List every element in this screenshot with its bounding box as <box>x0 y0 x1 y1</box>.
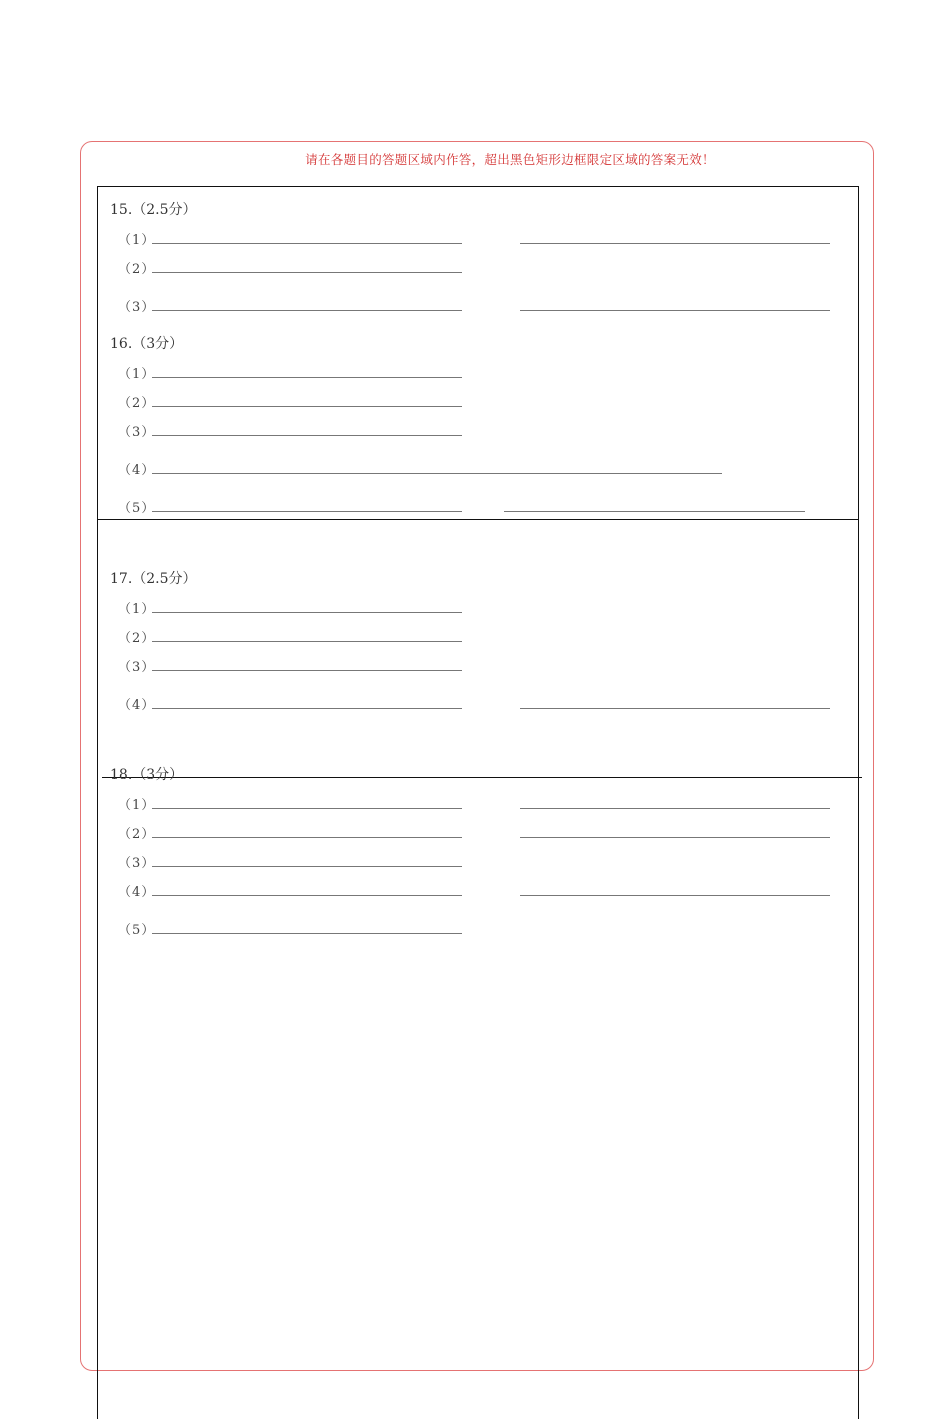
question-17-title: 17.（2.5分） <box>110 571 197 587</box>
question-15-title: 15.（2.5分） <box>110 202 197 218</box>
q16-item-1-label: （1） <box>118 367 156 382</box>
q18-item-2-answer-line[interactable] <box>152 837 462 838</box>
q18-item-4-answer-line-2[interactable] <box>520 895 830 896</box>
q18-item-1-label: （1） <box>118 798 156 813</box>
q18-item-4-label: （4） <box>118 885 156 900</box>
q18-item-1-answer-line-2[interactable] <box>520 808 830 809</box>
question-18-title: 18.（3分） <box>110 767 184 783</box>
q18-item-2-answer-line-2[interactable] <box>520 837 830 838</box>
q15-item-1-label: （1） <box>118 233 156 248</box>
q15-item-3-answer-line[interactable] <box>152 310 462 311</box>
q15-item-1-answer-line-2[interactable] <box>520 243 830 244</box>
q15-item-3-answer-line-2[interactable] <box>520 310 830 311</box>
q16-item-3-label: （3） <box>118 425 156 440</box>
q16-item-4-answer-line[interactable] <box>152 473 722 474</box>
q18-item-1-answer-line[interactable] <box>152 808 462 809</box>
answer-box-15-16 <box>97 186 859 520</box>
q16-item-2-answer-line[interactable] <box>152 406 462 407</box>
q17-item-3-label: （3） <box>118 660 156 675</box>
q16-item-3-answer-line[interactable] <box>152 435 462 436</box>
answer-box-17-18 <box>97 519 859 1419</box>
q15-item-2-label: （2） <box>118 262 156 277</box>
q18-item-5-label: （5） <box>118 923 156 938</box>
q17-item-3-answer-line[interactable] <box>152 670 462 671</box>
q18-item-5-answer-line[interactable] <box>152 933 462 934</box>
q15-item-1-answer-line[interactable] <box>152 243 462 244</box>
q17-item-4-answer-line[interactable] <box>152 708 462 709</box>
q17-item-1-label: （1） <box>118 602 156 617</box>
q16-item-1-answer-line[interactable] <box>152 377 462 378</box>
q17-item-2-label: （2） <box>118 631 156 646</box>
q16-item-2-label: （2） <box>118 396 156 411</box>
q16-item-4-label: （4） <box>118 463 156 478</box>
divider-line <box>102 777 862 778</box>
q18-item-3-answer-line[interactable] <box>152 866 462 867</box>
q18-item-4-answer-line[interactable] <box>152 895 462 896</box>
q17-item-4-label: （4） <box>118 698 156 713</box>
q16-item-5-answer-line[interactable] <box>152 511 462 512</box>
q15-item-2-answer-line[interactable] <box>152 272 462 273</box>
q16-item-5-answer-line-2[interactable] <box>504 511 805 512</box>
q17-item-2-answer-line[interactable] <box>152 641 462 642</box>
q15-item-3-label: （3） <box>118 300 156 315</box>
q18-item-2-label: （2） <box>118 827 156 842</box>
q17-item-1-answer-line[interactable] <box>152 612 462 613</box>
answer-area-notice: 请在各题目的答题区域内作答，超出黑色矩形边框限定区域的答案无效！ <box>305 152 715 167</box>
q18-item-3-label: （3） <box>118 856 156 871</box>
q17-item-4-answer-line-2[interactable] <box>520 708 830 709</box>
question-16-title: 16.（3分） <box>110 336 184 352</box>
q16-item-5-label: （5） <box>118 501 156 516</box>
